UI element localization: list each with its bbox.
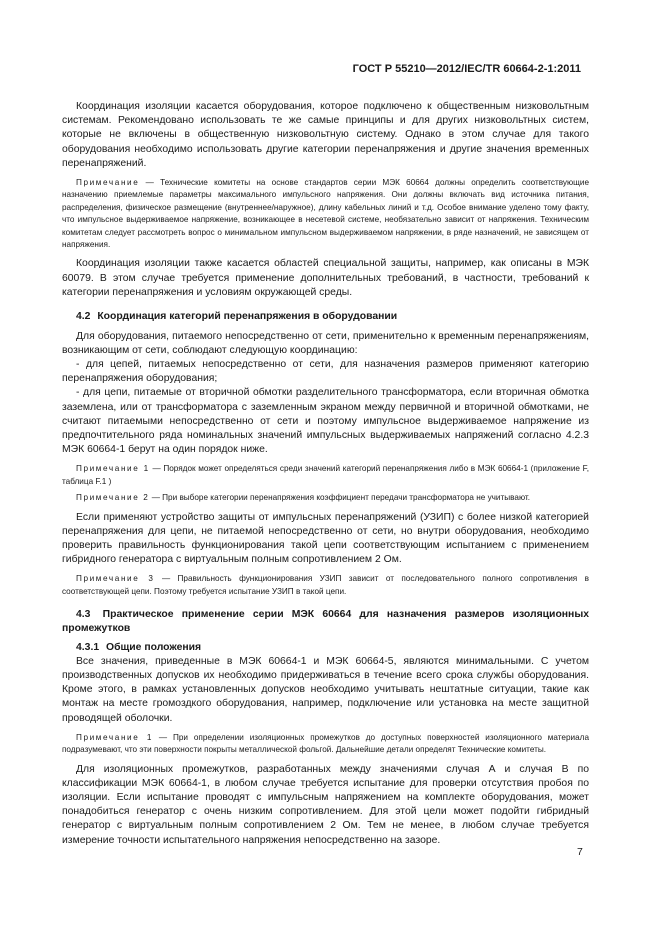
note-label: Примечание 1 <box>76 732 154 742</box>
note <box>62 492 589 504</box>
paragraph: Координация изоляции касается оборудования, которое подключено к общественным низковольтным системам. Рекомендовано использовать те же самые принципы и для других низковольтных систем, которые не включены в общественную низковольтную систему. Однако в этом случае для такого оборудования необходимо использовать другие категории перенапряжения и другие значения временных перенапряжений. <box>62 101 589 169</box>
section-number: 4.3 <box>76 609 91 621</box>
paragraph: Координация изоляции также касается областей специальной защиты, например, как описаны в МЭК 60079. В этом случае требуется применение дополнительных требований, в частности, требований к категории перенапряжения и условиям окружающей среды. <box>62 258 589 298</box>
note-label: Примечание 3 <box>76 574 155 584</box>
note-label: Примечание 1 <box>76 464 150 474</box>
section-heading <box>62 310 589 324</box>
note-text: — Правильность функционирования УЗИП зависит от последовательного полного сопротивления в соответствующей цепи. Поэтому требуется испытание УЗИП в такой цепи. <box>62 574 589 596</box>
list-item: - для цепей, питаемых непосредственно от сети, для назначения размеров применяют категорию перенапряжения оборудования; <box>62 358 589 385</box>
subsection-number: 4.3.1 <box>76 642 100 654</box>
paragraph: Для изоляционных промежутков, разработанных между значениями случая А и случая В по классификации МЭК 60664-1, в любом случае требуется испытание для проверки отсутствия пробоя по изоляции. Если испытание проводят с импульсным напряжением на комплекте оборудования, может понадобиться генератор с очень низким сопротивлением. Для этой цели может подойти гибридный генератор с виртуальным полным сопротивлением 2 Ом. Тем не менее, в любом случае требуется измерение точности испытательного напряжения непосредственно на зазоре. <box>62 763 589 846</box>
section-title: Координация категорий перенапряжения в оборудовании <box>97 311 398 323</box>
note <box>62 732 589 757</box>
note-label: Примечание <box>76 178 140 188</box>
note <box>62 573 589 598</box>
paragraph: Для оборудования, питаемого непосредственно от сети, применительно к временным перенапряжениям, возникающим от сети, соблюдают следующую координацию: <box>62 330 589 356</box>
section-title: Практическое применение серии МЭК 60664 для назначения размеров изоляционных промежутков <box>62 609 589 634</box>
note-text: — При выборе категории перенапряжения коэффициент передачи трансформатора не учитывают. <box>149 493 531 503</box>
subsection-title: Общие положения <box>106 642 202 654</box>
section-number: 4.2 <box>76 311 91 323</box>
list-item: - для цепи, питаемые от вторичной обмотки разделительного трансформатора, если вторичная обмотка заземлена, или от трансформатора с заземленным экраном между первичной и вторичной обмотками, не считают питаемыми непосредственно от сети и поэтому импульсное выдерживаемое напряжение из предпочтительного ряда номинальных значений импульсных выдерживаемых напряжений согласно 4.2.3 МЭК 60664-1 берут на один порядок ниже. <box>62 387 589 456</box>
note-text: — Технические комитеты на основе стандартов серии МЭК 60664 должны определить соответствующие назначению приемлемые параметры максимального импульсного напряжения. Они должны включать вид источника питания, распределения, физическое размещение (внутреннее/наружное), длину кабельных линий и т.д. Особое внимание уделено тому факту, что импульсное выдерживаемое напряжение, возникающее в несетевой системе, необязательно зависит от напряжения. Техническим комитетам следует рассмотреть вопрос о минимальном импульсном выдерживаемом напряжении, в ряде назначений, не зависящем от напряжения. <box>62 178 589 250</box>
note-label: Примечание 2 <box>76 493 150 503</box>
paragraph: Если применяют устройство защиты от импульсных перенапряжений (УЗИП) с более низкой категорией перенапряжения для цепи, не питаемой непосредственно от сети, но внутри оборудования, необходимо проверить правильность функционирования такой цепи соответствующим испытанием с применением гибридного генератора с виртуальным полным сопротивлением 2 Ом. <box>62 511 589 566</box>
note <box>62 463 589 488</box>
note-text: — Порядок может определяться среди значений категорий перенапряжения либо в МЭК 60664-1 (приложение F, таблица F.1 ) <box>62 464 589 486</box>
document-body <box>62 100 589 848</box>
note-text: — При определении изоляционных промежутков до доступных поверхностей изоляционного материала подразумевают, что эти поверхности покрыты металлической фольгой. Дальнейшие детали определят Технические комитеты. <box>62 732 589 755</box>
subsection-heading <box>62 641 589 655</box>
document-header: ГОСТ Р 55210—2012/IEC/TR 60664-2-1:2011 <box>352 63 581 75</box>
note <box>62 177 589 251</box>
page-number: 7 <box>577 846 583 858</box>
section-heading <box>62 608 589 635</box>
paragraph: Все значения, приведенные в МЭК 60664-1 и МЭК 60664-5, являются минимальными. С учетом производственных допусков их необходимо придерживаться в течение всего срока службы оборудования. Кроме этого, в рамках установленных допусков необходимо учитывать нештатные ситуации, такие как монтаж на месте громоздкого оборудования, например, подключение или установка на месте защитной проводящей оболочки. <box>62 655 589 724</box>
